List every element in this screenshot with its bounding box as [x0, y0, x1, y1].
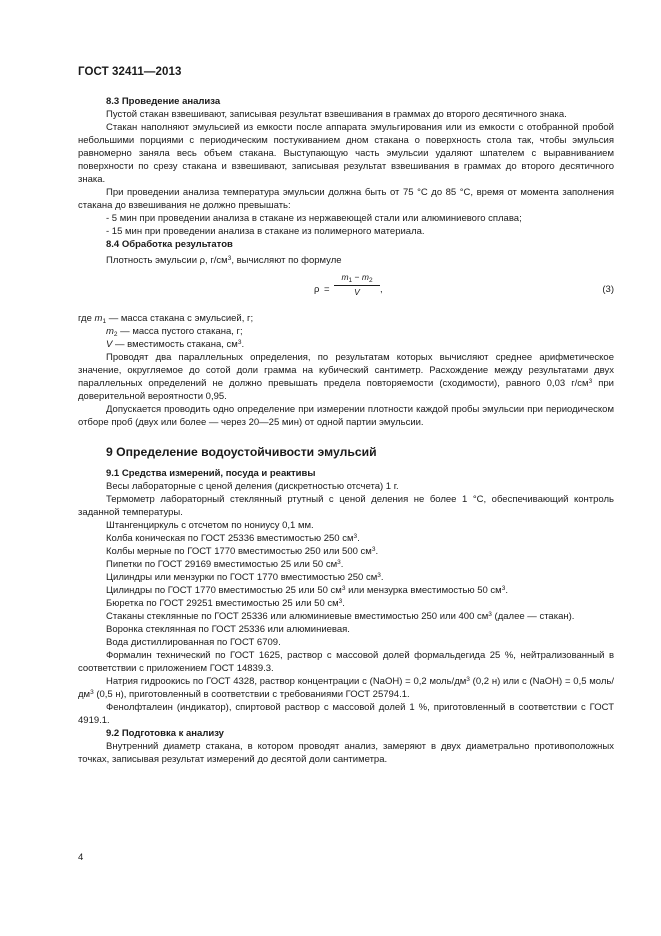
paragraph: Внутренний диаметр стакана, в котором проводят анализ, замеряют в двух диаметрально противоположных точках, записывая результат измерений до десятой доли сантиметра. — [78, 741, 614, 765]
section-8-4-title: 8.4 Обработка результатов — [106, 239, 233, 250]
equipment-item: Вода дистиллированная по ГОСТ 6709. — [106, 637, 281, 648]
list-item: - 5 мин при проведении анализа в стакане из нержавеющей стали или алюминиевого сплава; — [106, 213, 522, 224]
formula-denominator: V — [354, 287, 360, 297]
equipment-item: Цилиндры или мензурки по ГОСТ 1770 вместимостью 250 $см^3$. — [106, 572, 384, 583]
density-formula — [78, 270, 614, 306]
paragraph: Плотность эмульсии ρ, $г/см^3$, вычисляют по формуле — [106, 255, 342, 266]
where-item: где $m_1$ — масса стакана с эмульсией, г; — [78, 313, 254, 325]
equipment-item: Цилиндры по ГОСТ 1770 вместимостью 25 или 50 $см^3$ или мензурка вместимостью 50 $см^3$. — [106, 585, 508, 596]
equipment-item: Штангенциркуль с отсчетом по нониусу 0,1 мм. — [106, 520, 314, 531]
formula-equals: = — [324, 284, 330, 295]
equipment-item: Пипетки по ГОСТ 29169 вместимостью 25 или 50 $см^3$. — [106, 559, 344, 570]
equipment-item: Термометр лабораторный стеклянный ртутный с ценой деления не более 1 °С, обеспечивающий контроль заданной температуры. — [78, 494, 614, 518]
formula-lhs: ρ — [314, 284, 320, 295]
equipment-item: Бюретка по ГОСТ 29251 вместимостью 25 или 50 $см^3$. — [106, 598, 345, 609]
page-number: 4 — [78, 852, 84, 863]
equipment-item: Формалин технический по ГОСТ 1625, раствор с массовой долей формальдегида 25 %, нейтрализованный в соответствии с приложением ГОСТ 14839.3. — [78, 650, 614, 674]
paragraph: При проведении анализа температура эмульсии должна быть от 75 °С до 85 °С, время от момента заполнения стакана до взвешивания не должно превышать: — [78, 187, 614, 211]
section-9-title: 9 Определение водоустойчивости эмульсий — [106, 445, 377, 459]
list-item: - 15 мин при проведении анализа в стакане из полимерного материала. — [106, 226, 425, 237]
formula-fraction — [334, 272, 380, 298]
paragraph: Стакан наполняют эмульсией из емкости после аппарата эмульгирования или из емкости с отобранной пробой небольшими порциями с периодическим постукиванием дном стакана о поверхность стола так, чтобы эмульсия равномерно заняла весь объем стакана. Выступающую часть эмульсии удаляют шпателем с выравниванием поверхности по срезу стакана и взвешивают, записывая результат взвешивания в граммах до второго десятичного знака. — [78, 122, 614, 185]
equipment-item: Весы лабораторные с ценой деления (дискретностью отсчета) 1 г. — [106, 481, 399, 492]
document-body — [78, 95, 614, 766]
equipment-item: Колба коническая по ГОСТ 25336 вместимостью 250 $см^3$. — [106, 533, 360, 544]
equipment-item: Воронка стеклянная по ГОСТ 25336 или алюминиевая. — [106, 624, 350, 635]
standard-header: ГОСТ 32411—2013 — [78, 66, 182, 78]
formula-comma: , — [380, 284, 383, 295]
formula-numerator: $m_1 - m_2$ — [334, 272, 380, 286]
section-8-3-title: 8.3 Проведение анализа — [106, 96, 221, 107]
section-9-2-title: 9.2 Подготовка к анализу — [106, 728, 224, 739]
equipment-list — [78, 480, 614, 727]
where-item: $m_2$ — масса пустого стакана, г; — [106, 326, 243, 338]
paragraph: Пустой стакан взвешивают, записывая результат взвешивания в граммах до второго десятичного знака. — [106, 109, 567, 120]
where-item: V — вместимость стакана, $см^3$. — [106, 339, 245, 350]
paragraph: Допускается проводить одно определение при измерении плотности каждой пробы эмульсии при периодическом отборе проб (двух или более — через 20—25 мин) от одной партии эмульсии. — [78, 404, 614, 428]
equipment-item: Стаканы стеклянные по ГОСТ 25336 или алюминиевые вместимостью 250 или 400 $см^3$ (далее — стакан). — [106, 611, 575, 622]
equipment-item: Колбы мерные по ГОСТ 1770 вместимостью 250 или 500 $см^3$. — [106, 546, 379, 557]
equipment-item: Натрия гидроокись по ГОСТ 4328, раствор концентрации c (NaOH) = 0,2 моль/$дм^3$ (0,2 н) или c (NaOH) = 0,5 моль/$дм^3$ (0,5 н), приготовленный в соответствии с требованиями ГОСТ 25794.1. — [78, 676, 615, 700]
formula-number: (3) — [602, 284, 614, 295]
paragraph: Проводят два параллельных определения, по результатам которых вычисляют среднее арифметическое значение, округляемое до сотой доли грамма на кубический сантиметр. Расхождение между результатами двух параллельных определений не должно превышать предела повторяемости (сходимости), равного 0,03 $г/см^3$ при доверительной вероятности 0,95. — [78, 352, 614, 402]
section-9-1-title: 9.1 Средства измерений, посуда и реактивы — [106, 468, 316, 479]
equipment-item: Фенолфталеин (индикатор), спиртовой раствор с массовой долей 1 %, приготовленный в соответствии с ГОСТ 4919.1. — [78, 702, 614, 726]
